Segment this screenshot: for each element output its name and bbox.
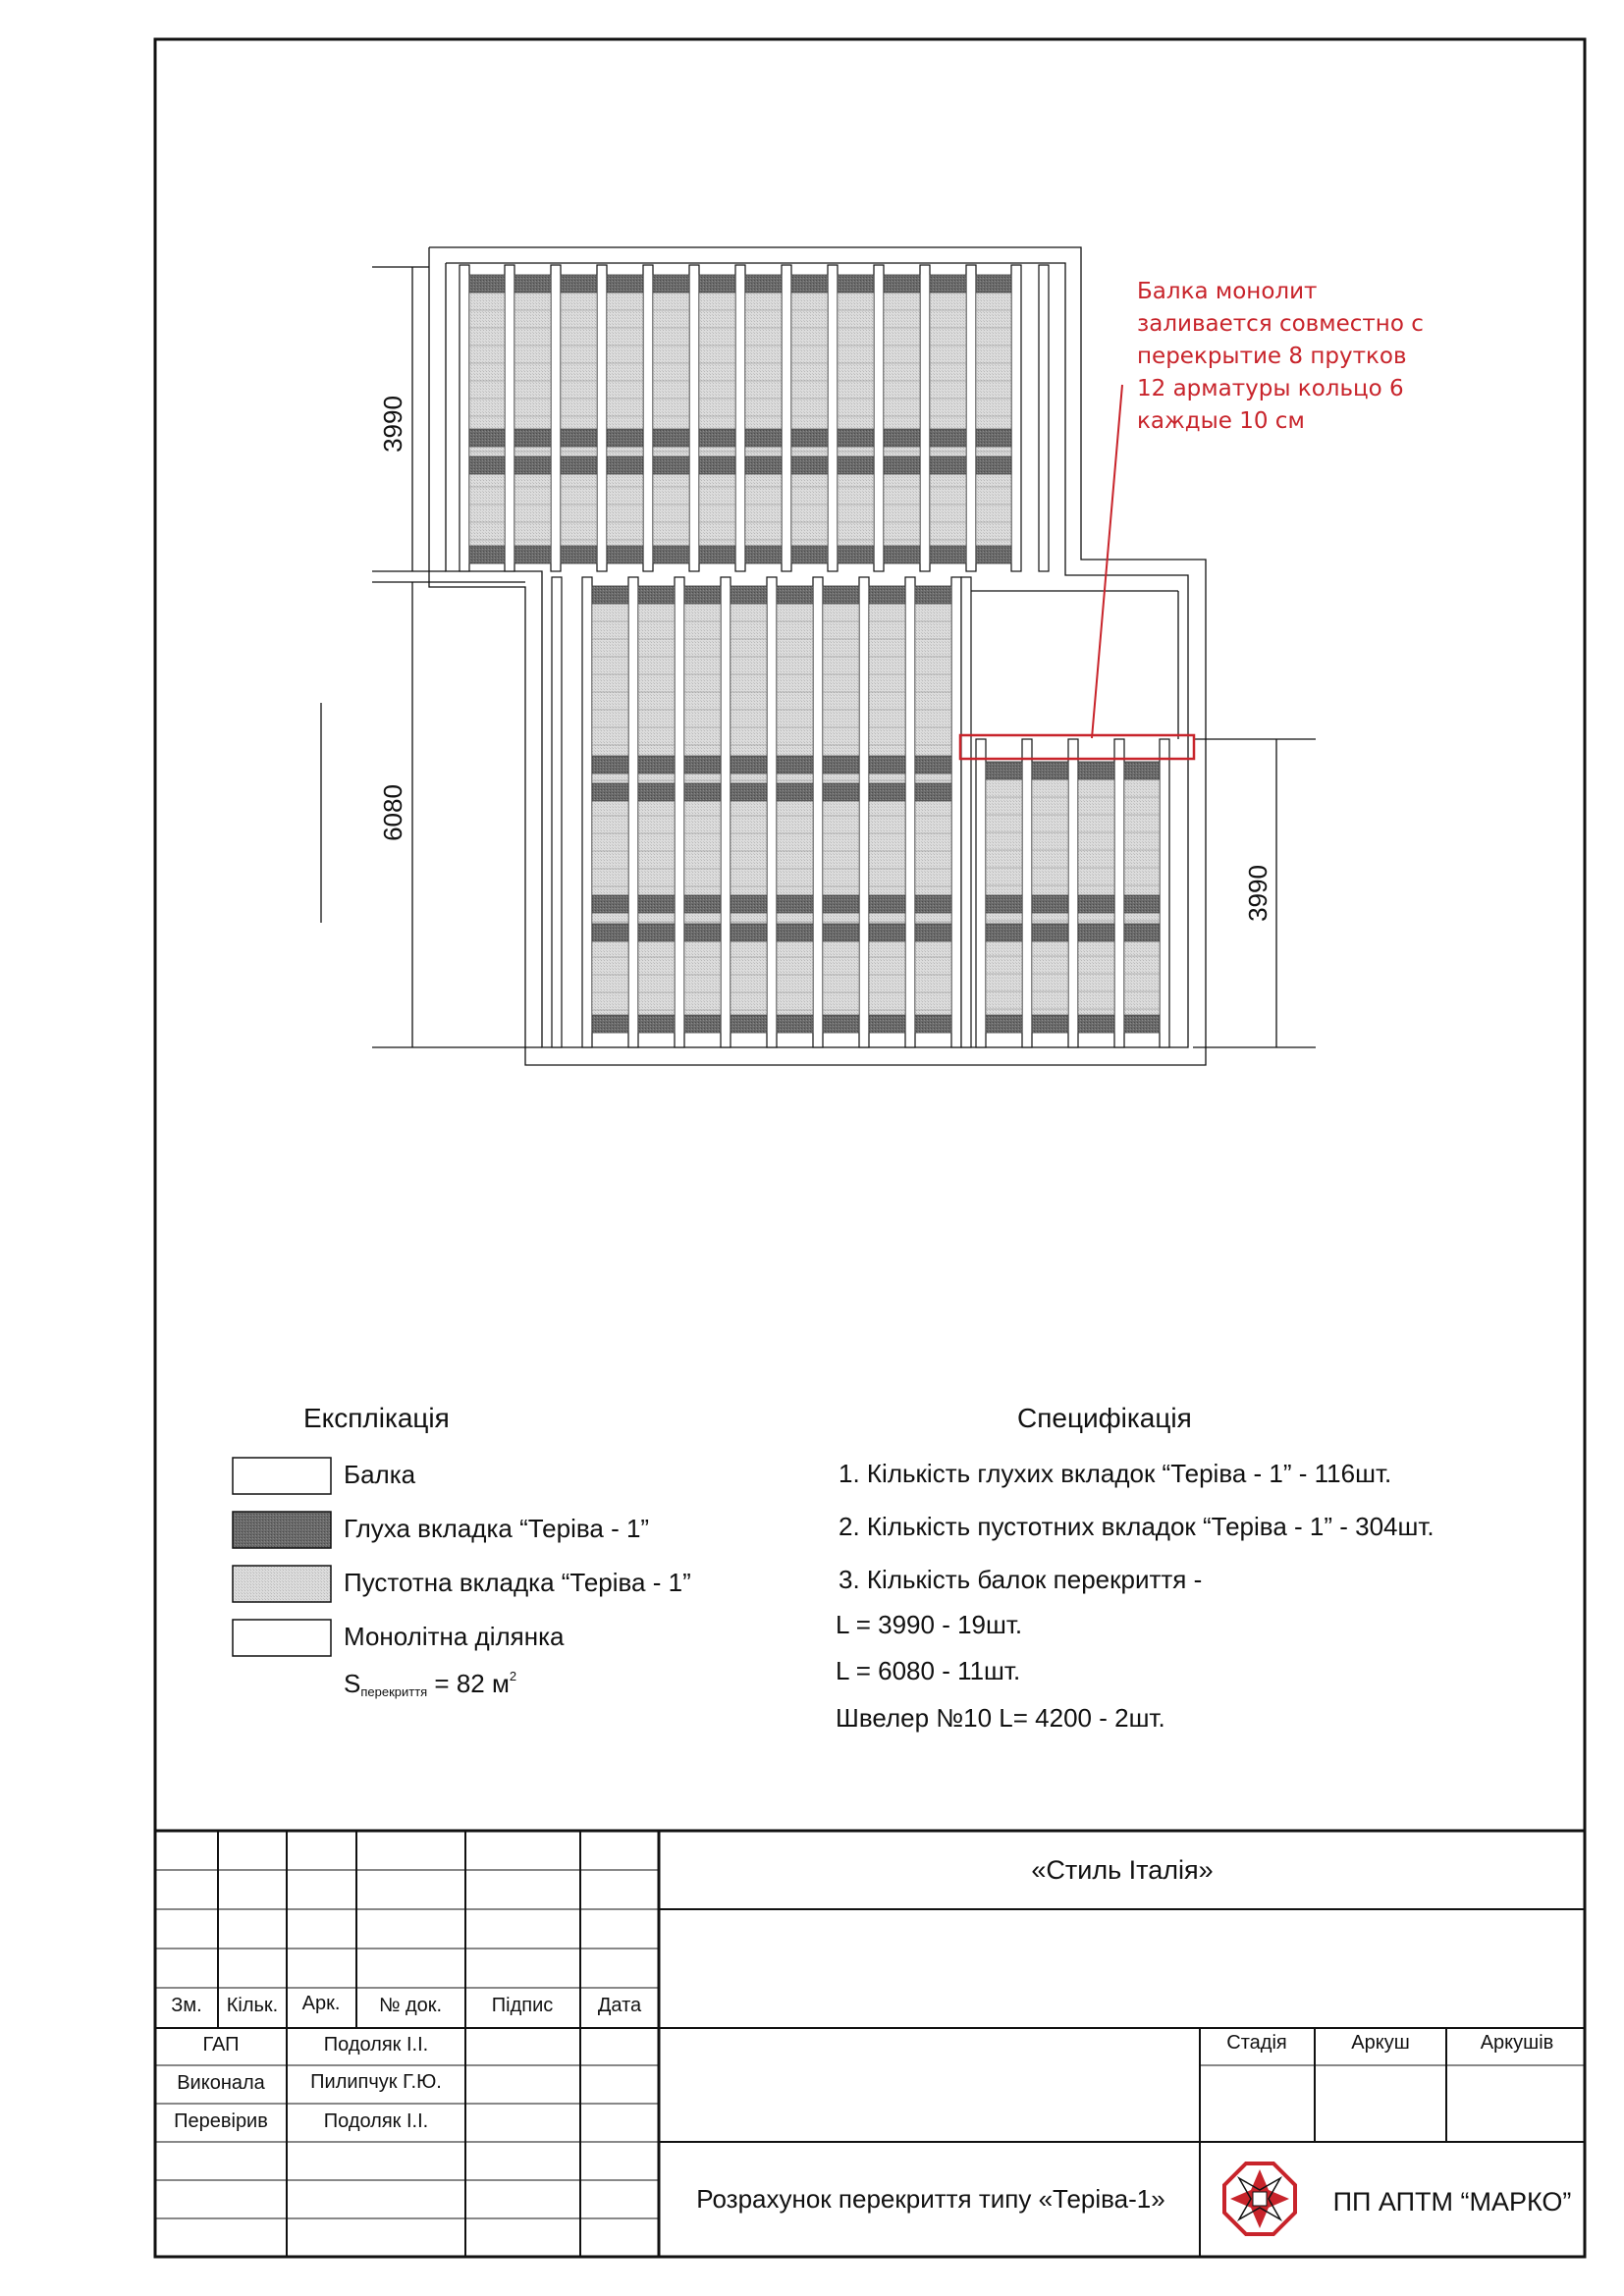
top-insert-column-2-solid-3 — [561, 546, 597, 563]
legend-swatch-solid — [233, 1512, 331, 1548]
mid-insert-column-5-hollow — [777, 586, 813, 1033]
top-insert-column-8-solid-3 — [838, 546, 874, 563]
mid-insert-column-3-solid-0 — [684, 586, 721, 604]
right-insert-column-1-solid-1 — [1032, 895, 1068, 913]
right-insert-column-2-solid-3 — [1078, 1015, 1114, 1033]
top-insert-column-3-solid-2 — [607, 456, 643, 474]
mid-insert-column-1-solid-4 — [592, 924, 628, 941]
mid-insert-column-6-solid-4 — [823, 924, 859, 941]
top-insert-column-2-solid-1 — [561, 429, 597, 447]
mid-insert-column-7-solid-2 — [869, 783, 905, 801]
legend-swatch-hollow — [233, 1566, 331, 1602]
mid-insert-column-6-hollow — [823, 586, 859, 1033]
top-beam-6 — [735, 265, 745, 571]
mid-insert-column-6-solid-3 — [823, 895, 859, 913]
header-ark: Арк. — [301, 1993, 341, 2014]
mid-insert-column-2-solid-3 — [638, 895, 675, 913]
mid-insert-column-4-solid-3 — [731, 895, 767, 913]
mid-insert-column-7-solid-5 — [869, 1015, 905, 1033]
top-insert-column-4-solid-0 — [653, 275, 689, 293]
spec-line-1: 1. Кількість глухих вкладок “Теріва - 1” - 116шт. — [839, 1459, 1392, 1488]
mid-insert-column-8-solid-3 — [915, 895, 951, 913]
project-name: «Стиль Італія» — [1031, 1855, 1214, 1885]
mid-insert-column-4-solid-4 — [731, 924, 767, 941]
mid-insert-column-2-solid-0 — [638, 586, 675, 604]
top-beam-7 — [782, 265, 791, 571]
mid-insert-column-5-solid-4 — [777, 924, 813, 941]
mid-beam-4 — [721, 577, 731, 1047]
note-leader-line — [1092, 385, 1122, 738]
mid-insert-column-4-solid-5 — [731, 1015, 767, 1033]
area-symbol: S — [344, 1669, 361, 1698]
right-insert-column-0-solid-3 — [986, 1015, 1022, 1033]
mid-insert-column-2-solid-2 — [638, 783, 675, 801]
top-insert-column-10-solid-3 — [930, 546, 966, 563]
top-insert-column-8-hollow — [838, 275, 874, 563]
mid-beam-3 — [675, 577, 684, 1047]
mid-beam-6 — [813, 577, 823, 1047]
mid-insert-column-8-hollow — [915, 586, 951, 1033]
header-signature: Підпис — [491, 1995, 554, 2016]
area-subscript: перекриття — [360, 1684, 428, 1699]
mid-insert-column-4-solid-2 — [731, 783, 767, 801]
header-doc-no: № док. — [378, 1995, 443, 2016]
right-beam-1 — [1022, 739, 1032, 1047]
note-line-4: 12 арматуры кольцо 6 — [1137, 376, 1404, 401]
right-beam-0 — [976, 739, 986, 1047]
spec-line-3: 3. Кількість балок перекриття - — [839, 1565, 1203, 1594]
legend-swatch-beam — [233, 1458, 331, 1494]
floor-plan — [321, 247, 1316, 1065]
legend-label-monolith: Монолітна ділянка — [344, 1622, 565, 1651]
mid-insert-column-7-solid-3 — [869, 895, 905, 913]
explication — [233, 1403, 691, 1699]
right-insert-column-1-solid-0 — [1032, 762, 1068, 779]
mid-insert-column-2-solid-4 — [638, 924, 675, 941]
mid-insert-column-5-solid-1 — [777, 756, 813, 774]
role-checked: Перевірив — [174, 2110, 268, 2132]
top-insert-column-0-solid-3 — [469, 546, 505, 563]
top-insert-column-0-solid-2 — [469, 456, 505, 474]
dimension-right: 3990 — [1243, 865, 1272, 922]
mid-insert-column-6-solid-2 — [823, 783, 859, 801]
right-insert-column-0-solid-1 — [986, 895, 1022, 913]
header-sheets: Аркушів — [1480, 2032, 1554, 2054]
mid-insert-column-8-solid-2 — [915, 783, 951, 801]
mid-insert-column-3-solid-3 — [684, 895, 721, 913]
mid-insert-column-8-solid-5 — [915, 1015, 951, 1033]
top-insert-column-11-hollow — [976, 275, 1011, 563]
right-insert-column-3-solid-3 — [1124, 1015, 1160, 1033]
top-insert-column-9-hollow — [884, 275, 920, 563]
top-insert-column-6-solid-0 — [745, 275, 782, 293]
legend-label-solid: Глуха вкладка “Теріва - 1” — [344, 1514, 650, 1543]
top-insert-column-7-solid-0 — [791, 275, 828, 293]
monolith-beam-note — [960, 279, 1424, 759]
top-beam-2 — [551, 265, 561, 571]
top-insert-column-7-hollow — [791, 275, 828, 563]
header-kilk: Кільк. — [226, 1995, 279, 2016]
note-line-1: Балка монолит — [1137, 279, 1318, 304]
header-sheet: Аркуш — [1351, 2032, 1410, 2054]
right-insert-column-1-solid-2 — [1032, 924, 1068, 941]
right-insert-column-2-solid-2 — [1078, 924, 1114, 941]
top-insert-column-5-solid-2 — [699, 456, 735, 474]
top-insert-column-5-hollow — [699, 275, 735, 563]
top-beam-11 — [966, 265, 976, 571]
top-insert-column-9-solid-1 — [884, 429, 920, 447]
mid-insert-column-7-solid-4 — [869, 924, 905, 941]
top-insert-column-2-solid-2 — [561, 456, 597, 474]
mid-beam-5 — [767, 577, 777, 1047]
top-insert-column-7-solid-1 — [791, 429, 828, 447]
top-insert-column-0-solid-0 — [469, 275, 505, 293]
mid-insert-column-1-solid-5 — [592, 1015, 628, 1033]
top-insert-column-2-hollow — [561, 275, 597, 563]
area-value: = 82 м — [427, 1669, 510, 1698]
header-stage: Стадія — [1226, 2032, 1287, 2054]
top-insert-column-8-solid-1 — [838, 429, 874, 447]
top-insert-column-3-solid-3 — [607, 546, 643, 563]
mid-insert-column-6-solid-1 — [823, 756, 859, 774]
top-insert-column-6-solid-3 — [745, 546, 782, 563]
right-insert-column-2-solid-0 — [1078, 762, 1114, 779]
area-superscript: 2 — [509, 1669, 517, 1683]
mid-insert-column-8-solid-0 — [915, 586, 951, 604]
legend-swatch-monolith — [233, 1620, 331, 1656]
spec-line-2: 2. Кількість пустотних вкладок “Теріва - 1” - 304шт. — [839, 1512, 1435, 1541]
top-insert-column-6-solid-2 — [745, 456, 782, 474]
top-insert-column-8-solid-0 — [838, 275, 874, 293]
mid-insert-column-7-hollow — [869, 586, 905, 1033]
top-insert-column-9-solid-3 — [884, 546, 920, 563]
mid-insert-column-2-solid-5 — [638, 1015, 675, 1033]
mid-insert-column-2-solid-1 — [638, 756, 675, 774]
top-insert-column-6-hollow — [745, 275, 782, 563]
top-insert-column-1-solid-3 — [514, 546, 551, 563]
mid-insert-column-8-solid-1 — [915, 756, 951, 774]
top-beam-12 — [1011, 265, 1021, 571]
mid-insert-column-5-solid-3 — [777, 895, 813, 913]
top-insert-column-3-solid-1 — [607, 429, 643, 447]
mid-beam-0 — [552, 577, 562, 1047]
explication-title: Експлікація — [303, 1403, 450, 1433]
mid-insert-column-2-hollow — [638, 586, 675, 1033]
right-beam-3 — [1114, 739, 1124, 1047]
top-beam-9 — [874, 265, 884, 571]
mid-beam-7 — [859, 577, 869, 1047]
drawing-title: Розрахунок перекриття типу «Теріва-1» — [696, 2184, 1165, 2214]
right-insert-column-3-solid-2 — [1124, 924, 1160, 941]
top-beam-3 — [597, 265, 607, 571]
top-insert-column-3-hollow — [607, 275, 643, 563]
header-zm: Зм. — [171, 1995, 202, 2016]
top-insert-column-4-hollow — [653, 275, 689, 563]
top-beam-4 — [643, 265, 653, 571]
mid-beam-8 — [905, 577, 915, 1047]
right-insert-column-3-solid-1 — [1124, 895, 1160, 913]
spec-line-5: L = 6080 - 11шт. — [836, 1656, 1021, 1685]
legend-label-hollow: Пустотна вкладка “Теріва - 1” — [344, 1568, 691, 1597]
right-beam-2 — [1068, 739, 1078, 1047]
note-line-3: перекрытие 8 прутков — [1137, 344, 1407, 369]
mid-insert-column-6-solid-0 — [823, 586, 859, 604]
mid-insert-column-8-solid-4 — [915, 924, 951, 941]
mid-insert-column-1-solid-3 — [592, 895, 628, 913]
top-insert-column-1-solid-2 — [514, 456, 551, 474]
company-name: ПП АПТМ “МАРКО” — [1332, 2187, 1572, 2216]
top-insert-column-1-solid-0 — [514, 275, 551, 293]
top-insert-column-11-solid-3 — [976, 546, 1011, 563]
name-gap: Подоляк І.І. — [323, 2034, 429, 2056]
mid-insert-column-3-solid-4 — [684, 924, 721, 941]
mid-insert-column-3-hollow — [684, 586, 721, 1033]
mid-insert-column-5-solid-0 — [777, 586, 813, 604]
mid-insert-column-1-solid-0 — [592, 586, 628, 604]
mid-insert-column-7-solid-0 — [869, 586, 905, 604]
legend-label-beam: Балка — [344, 1460, 416, 1489]
top-insert-column-1-hollow — [514, 275, 551, 563]
top-insert-column-5-solid-1 — [699, 429, 735, 447]
top-insert-column-4-solid-3 — [653, 546, 689, 563]
specification-title: Специфікація — [1017, 1403, 1192, 1433]
top-beam-1 — [505, 265, 514, 571]
top-beam-13 — [1039, 265, 1049, 571]
mid-insert-column-4-solid-0 — [731, 586, 767, 604]
top-beam-10 — [920, 265, 930, 571]
mid-beam-1 — [582, 577, 592, 1047]
dimension-middle-left: 6080 — [378, 784, 407, 841]
right-insert-column-2-solid-1 — [1078, 895, 1114, 913]
top-insert-column-4-solid-2 — [653, 456, 689, 474]
top-insert-column-11-solid-1 — [976, 429, 1011, 447]
mid-beam-10 — [961, 577, 971, 1047]
top-insert-column-10-solid-2 — [930, 456, 966, 474]
mid-insert-column-5-solid-5 — [777, 1015, 813, 1033]
mid-beam-9 — [951, 577, 961, 1047]
mid-insert-column-1-solid-2 — [592, 783, 628, 801]
mid-insert-column-1-solid-1 — [592, 756, 628, 774]
top-insert-column-6-solid-1 — [745, 429, 782, 447]
name-checked: Подоляк І.І. — [323, 2110, 429, 2132]
right-insert-column-0-solid-0 — [986, 762, 1022, 779]
top-insert-column-9-solid-0 — [884, 275, 920, 293]
floor-area — [344, 1669, 516, 1699]
mid-beam-2 — [628, 577, 638, 1047]
top-beam-0 — [460, 265, 469, 571]
top-insert-column-7-solid-3 — [791, 546, 828, 563]
top-insert-column-1-solid-1 — [514, 429, 551, 447]
mid-insert-column-3-solid-1 — [684, 756, 721, 774]
mid-insert-column-4-solid-1 — [731, 756, 767, 774]
mid-insert-column-1-hollow — [592, 586, 628, 1033]
dimension-top-left: 3990 — [378, 396, 407, 453]
top-insert-column-3-solid-0 — [607, 275, 643, 293]
top-beam-5 — [689, 265, 699, 571]
right-insert-column-3-solid-0 — [1124, 762, 1160, 779]
top-insert-column-10-solid-0 — [930, 275, 966, 293]
top-insert-column-5-solid-0 — [699, 275, 735, 293]
spec-line-4: L = 3990 - 19шт. — [836, 1610, 1023, 1639]
spec-line-6: Швелер №10 L= 4200 - 2шт. — [836, 1703, 1165, 1733]
top-insert-column-11-solid-0 — [976, 275, 1011, 293]
top-insert-column-7-solid-2 — [791, 456, 828, 474]
name-executed: Пилипчук Г.Ю. — [310, 2071, 442, 2093]
company-logo — [1224, 2163, 1295, 2234]
role-gap: ГАП — [202, 2034, 240, 2056]
top-insert-column-5-solid-3 — [699, 546, 735, 563]
specification — [836, 1403, 1435, 1733]
top-insert-column-8-solid-2 — [838, 456, 874, 474]
right-beam-4 — [1160, 739, 1169, 1047]
mid-insert-column-7-solid-1 — [869, 756, 905, 774]
top-insert-column-4-solid-1 — [653, 429, 689, 447]
right-insert-column-1-solid-3 — [1032, 1015, 1068, 1033]
top-insert-column-11-solid-2 — [976, 456, 1011, 474]
right-insert-column-0-solid-2 — [986, 924, 1022, 941]
top-insert-column-0-solid-1 — [469, 429, 505, 447]
top-beam-8 — [828, 265, 838, 571]
note-line-5: каждые 10 см — [1137, 408, 1305, 434]
mid-insert-column-4-hollow — [731, 586, 767, 1033]
top-insert-column-9-solid-2 — [884, 456, 920, 474]
top-insert-column-0-hollow — [469, 275, 505, 563]
role-executed: Виконала — [177, 2072, 265, 2094]
note-line-2: заливается совместно с — [1137, 311, 1424, 337]
mid-insert-column-3-solid-2 — [684, 783, 721, 801]
header-date: Дата — [597, 1995, 642, 2016]
top-insert-column-10-hollow — [930, 275, 966, 563]
mid-insert-column-6-solid-5 — [823, 1015, 859, 1033]
mid-insert-column-5-solid-2 — [777, 783, 813, 801]
top-insert-column-2-solid-0 — [561, 275, 597, 293]
top-insert-column-10-solid-1 — [930, 429, 966, 447]
mid-insert-column-3-solid-5 — [684, 1015, 721, 1033]
